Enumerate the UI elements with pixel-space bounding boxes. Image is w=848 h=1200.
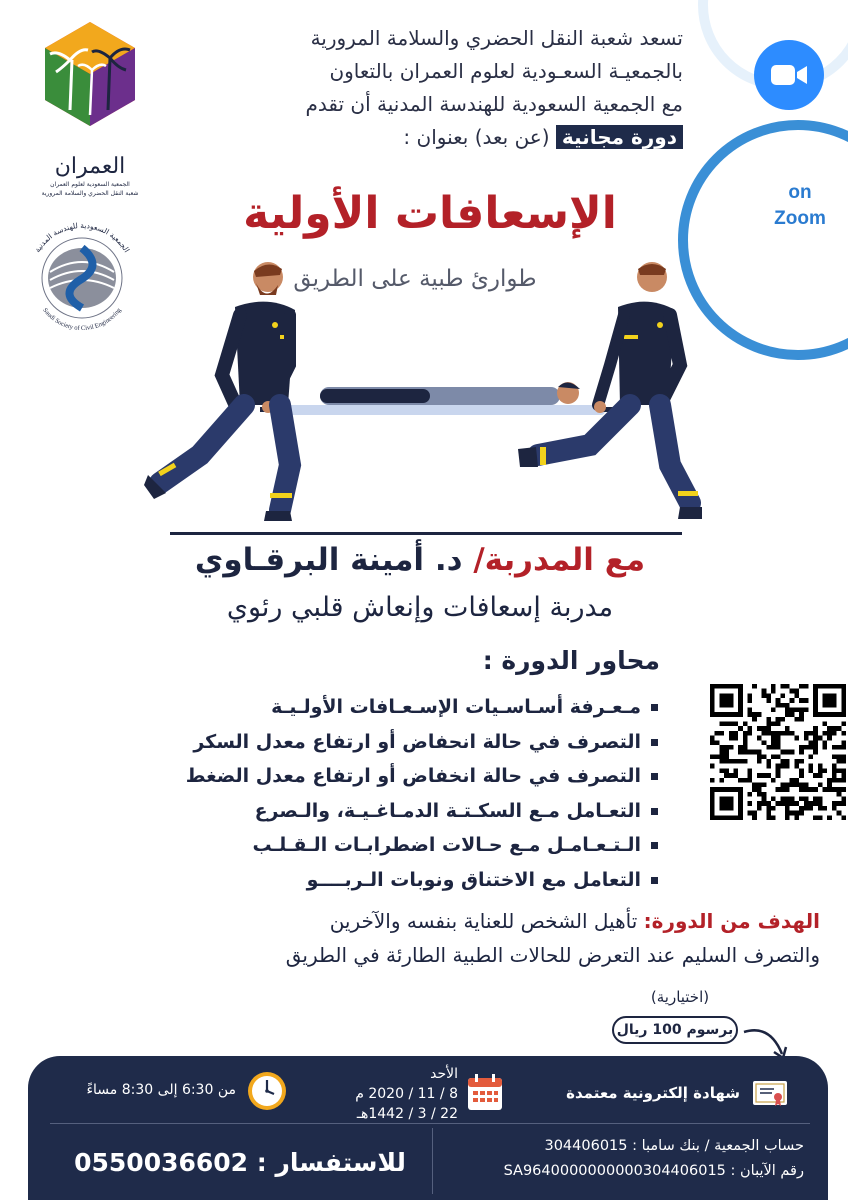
section-divider: [170, 532, 682, 535]
course-goal: [160, 904, 820, 972]
trainer-role: مدربة إسعافات وإنعاش قلبي رئوي: [226, 592, 614, 623]
bullet-icon: [651, 773, 658, 780]
on-zoom-line1: on: [788, 182, 812, 203]
list-item: [193, 725, 658, 760]
contact-phone[interactable]: 0550036602: [74, 1148, 249, 1177]
topic-text: التصرف في حالة انخفاض أو ارتفاع معدل الضغط: [185, 765, 641, 787]
zoom-video-camera-icon: [754, 40, 824, 110]
course-subtitle: طوارئ طبية على الطريق: [293, 266, 537, 292]
bank-account: حساب الجمعية / بنك سامبا : 304406015: [544, 1138, 804, 1154]
goal-text-1: تأهيل الشخص للعناية بنفسه والآخرين: [329, 909, 638, 933]
bank-iban: رقم الآيبان : SA9640000000000304406015: [503, 1163, 804, 1179]
intro-paragraph: [183, 22, 683, 154]
sce-english-name: Saudi Society of Civil Engineering: [41, 306, 123, 330]
list-item: [198, 690, 658, 725]
intro-line4: [183, 121, 683, 154]
omran-wordmark: العمران: [54, 154, 126, 179]
trainer-label: مع المدربة/: [473, 542, 646, 578]
clock-icon: [246, 1070, 288, 1112]
course-time: من 6:30 إلى 8:30 مساءً: [86, 1082, 236, 1098]
certificate-label: شهادة إلكترونية معتمدة: [566, 1084, 740, 1102]
topic-text: الـتـعـامـل مـع حـالات اضطرابـات الـقـلـب: [252, 834, 641, 856]
list-item: [198, 828, 658, 863]
bullet-icon: [651, 808, 658, 815]
intro-line1: تسعد شعبة النقل الحضري والسلامة المرورية: [310, 26, 683, 50]
date-day: الأحد: [430, 1066, 458, 1082]
qr-code[interactable]: [710, 684, 846, 820]
on-zoom-label: [760, 180, 840, 232]
omran-caption-line1: الجمعية السعودية لعلوم العمران: [50, 181, 130, 188]
course-title: الإسعافات الأولية: [243, 188, 617, 239]
free-course-highlight: دورة مجانية: [556, 125, 683, 149]
calendar-icon: [466, 1072, 504, 1112]
topics-list: [185, 690, 658, 897]
sce-logo: [20, 222, 145, 330]
date-hijri: 22 / 3 / 1442هـ: [356, 1106, 458, 1122]
course-axes-heading: محاور الدورة :: [482, 646, 660, 675]
bullet-icon: [651, 877, 658, 884]
footer-vertical-divider: [432, 1128, 433, 1194]
fee-badge: برسوم 100 ريال: [612, 1016, 738, 1044]
bullet-icon: [651, 739, 658, 746]
course-date: [340, 1064, 458, 1124]
omran-society-logo: [40, 20, 140, 205]
contact-label: للاستفسار :: [256, 1148, 406, 1177]
list-item: [198, 794, 658, 829]
list-item: [185, 759, 658, 794]
topic-text: التعـامل مـع السكـتـة الدمـاغـيـة، والـصرع: [254, 799, 641, 822]
goal-label: الهدف من الدورة:: [643, 909, 820, 933]
topic-text: التصرف في حالة انحفاض أو ارتفاع معدل السكر: [193, 730, 641, 753]
bank-details: [446, 1134, 804, 1184]
trainer-line: [150, 542, 690, 578]
paramedics-stretcher-illustration: [140, 255, 710, 530]
certificate-icon: [752, 1076, 788, 1112]
on-zoom-line2: Zoom: [774, 208, 826, 229]
list-item: [198, 863, 658, 898]
contact-line: [70, 1148, 410, 1177]
goal-text-2: والتصرف السليم عند التعرض للحالات الطبية الطارئة في الطريق: [285, 943, 820, 967]
sce-arabic-name: الجمعية السعودية للهندسة المدنية: [32, 222, 132, 255]
intro-line2: بالجمعيـة السعـودية لعلوم العمران بالتعاون: [329, 59, 683, 83]
intro-line4-rest: (عن بعد) بعنوان :: [403, 125, 550, 149]
optional-label: (اختيارية): [650, 988, 710, 1006]
topic-text: مـعـرفة أسـاسـيات الإسـعـافات الأولـيـة: [271, 696, 641, 718]
intro-line3: مع الجمعية السعودية للهندسة المدنية أن تقدم: [305, 92, 683, 116]
date-gregorian: 8 / 11 / 2020 م: [355, 1086, 458, 1102]
topic-text: التعامل مع الاختناق ونوبات الـربــــو: [306, 868, 641, 891]
trainer-name: د. أمينة البرقـاوي: [194, 542, 463, 578]
bullet-icon: [651, 842, 658, 849]
omran-caption-line2: شعبة النقل الحضري والسلامة المرورية: [41, 190, 139, 197]
bullet-icon: [651, 704, 658, 711]
